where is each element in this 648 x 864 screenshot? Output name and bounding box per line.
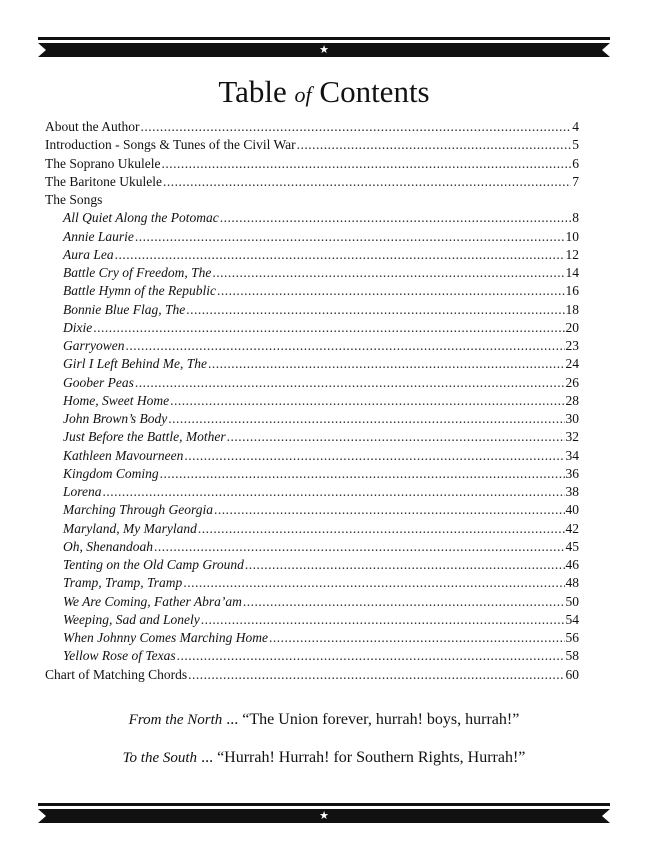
song-title: Maryland, My Maryland: [63, 520, 197, 536]
song-title: Yellow Rose of Texas: [63, 648, 176, 664]
song-title: Weeping, Sad and Lonely: [63, 611, 200, 627]
song-page: 42: [565, 520, 579, 536]
song-title: Battle Hymn of the Republic: [63, 283, 216, 299]
song-page: 34: [565, 447, 579, 463]
song-title: Just Before the Battle, Mother: [63, 429, 226, 445]
song-entry[interactable]: [45, 410, 579, 428]
song-page: 46: [565, 557, 579, 572]
song-page: 20: [565, 319, 579, 335]
dot-leader: [243, 593, 565, 611]
song-title: Aura Lea: [63, 246, 114, 262]
song-page: 48: [565, 575, 579, 591]
song-title: Kathleen Mavourneen: [63, 447, 184, 463]
top-banner: [38, 37, 610, 57]
south-quote-lead: To the South: [122, 750, 198, 766]
toc-entry[interactable]: [45, 118, 579, 136]
dot-leader: [214, 501, 565, 519]
dot-leader: [154, 538, 565, 556]
song-title: Tramp, Tramp, Tramp: [63, 575, 183, 591]
song-entry[interactable]: [45, 556, 579, 574]
dot-leader: [160, 465, 565, 483]
song-entry[interactable]: [45, 538, 579, 556]
song-page: 8: [572, 210, 579, 226]
dot-leader: [217, 282, 565, 300]
south-quote: [0, 749, 648, 767]
song-title: Bonnie Blue Flag, The: [63, 301, 186, 317]
dot-leader: [212, 264, 564, 282]
entry-page: 7: [572, 173, 579, 189]
song-entry[interactable]: [45, 246, 579, 264]
page-title: [0, 72, 648, 115]
song-page: 18: [565, 301, 579, 317]
song-title: Home, Sweet Home: [63, 392, 170, 408]
song-page: 30: [565, 411, 579, 426]
entry-title: Introduction - Songs & Tunes of the Civil War: [45, 137, 296, 153]
song-entry[interactable]: [45, 392, 579, 410]
dot-leader: [168, 410, 564, 428]
star-icon: ★: [319, 43, 329, 56]
banner-stripe: [38, 37, 610, 40]
song-page: 38: [565, 484, 579, 499]
entry-page: 6: [572, 155, 579, 171]
song-title: Battle Cry of Freedom, The: [63, 265, 212, 280]
bottom-banner: [38, 803, 610, 823]
song-page: 10: [565, 228, 579, 244]
song-page: 58: [565, 648, 579, 664]
dot-leader: [208, 355, 565, 373]
south-quote-text: ... “Hurrah! Hurrah! for Southern Rights, Hurrah!”: [197, 749, 526, 766]
title-of: of: [294, 82, 312, 107]
song-entry[interactable]: [45, 428, 579, 446]
entry-title: Chart of Matching Chords: [45, 666, 188, 682]
dot-leader: [227, 428, 565, 446]
dot-leader: [103, 483, 565, 501]
song-title: Oh, Shenandoah: [63, 538, 153, 554]
song-title: Goober Peas: [63, 374, 134, 390]
dot-leader: [177, 647, 565, 665]
song-entry[interactable]: [45, 611, 579, 629]
dot-leader: [245, 556, 565, 574]
songs-heading: [45, 191, 579, 209]
song-page: 36: [565, 465, 579, 481]
song-entry[interactable]: [45, 629, 579, 647]
dot-leader: [198, 520, 565, 538]
song-entry[interactable]: [45, 209, 579, 227]
dot-leader: [170, 392, 564, 410]
song-title: Annie Laurie: [63, 228, 134, 244]
dot-leader: [161, 155, 571, 173]
song-entry[interactable]: [45, 264, 579, 282]
song-title: Kingdom Coming: [63, 465, 159, 481]
song-page: 45: [565, 538, 579, 554]
title-main: Table: [218, 74, 287, 109]
song-page: 28: [565, 392, 579, 408]
song-entry[interactable]: [45, 465, 579, 483]
dot-leader: [126, 337, 565, 355]
song-entry[interactable]: [45, 355, 579, 373]
song-page: 54: [565, 611, 579, 627]
song-page: 50: [565, 593, 579, 609]
dot-leader: [201, 611, 565, 629]
dot-leader: [220, 209, 572, 227]
dot-leader: [188, 666, 564, 684]
song-page: 32: [565, 429, 579, 445]
song-page: 26: [565, 374, 579, 390]
song-entry[interactable]: [45, 447, 579, 465]
song-page: 24: [565, 356, 579, 372]
dot-leader: [184, 447, 564, 465]
dot-leader: [297, 136, 572, 154]
song-entry[interactable]: [45, 228, 579, 246]
song-title: All Quiet Along the Potomac: [63, 210, 219, 226]
song-page: 12: [565, 246, 579, 262]
north-quote-text: ... “The Union forever, hurrah! boys, hurrah!”: [222, 711, 520, 728]
star-icon: ★: [319, 809, 329, 822]
song-title: When Johnny Comes Marching Home: [63, 630, 268, 645]
song-page: 14: [565, 265, 579, 280]
song-title: Lorena: [63, 484, 102, 499]
north-quote: [0, 711, 648, 729]
song-title: John Brown’s Body: [63, 411, 168, 426]
song-page: 56: [565, 630, 579, 645]
toc-entry[interactable]: [45, 173, 579, 191]
entry-title: The Baritone Ukulele: [45, 173, 162, 189]
songs-heading-label: The Songs: [45, 192, 103, 207]
dot-leader: [93, 319, 564, 337]
toc-entry[interactable]: [45, 155, 579, 173]
table-of-contents: [45, 118, 579, 684]
song-title: Marching Through Georgia: [63, 502, 213, 518]
song-title: Garryowen: [63, 338, 125, 353]
entry-title: About the Author: [45, 119, 140, 134]
dot-leader: [141, 118, 572, 136]
dot-leader: [269, 629, 565, 647]
banner-stripe: [38, 803, 610, 806]
song-page: 23: [565, 338, 579, 353]
song-title: We Are Coming, Father Abra’am: [63, 593, 242, 609]
dot-leader: [135, 228, 565, 246]
song-page: 40: [565, 502, 579, 518]
dot-leader: [183, 574, 564, 592]
song-entry[interactable]: [45, 647, 579, 665]
song-page: 16: [565, 283, 579, 299]
dot-leader: [163, 173, 571, 191]
song-entry[interactable]: [45, 319, 579, 337]
song-entry[interactable]: [45, 374, 579, 392]
song-entry[interactable]: [45, 337, 579, 355]
song-entry[interactable]: [45, 501, 579, 519]
song-title: Girl I Left Behind Me, The: [63, 356, 207, 372]
entry-title: The Soprano Ukulele: [45, 155, 161, 171]
entry-page: 4: [572, 119, 579, 134]
north-quote-lead: From the North: [128, 712, 223, 728]
entry-page: 60: [565, 666, 579, 682]
song-entry[interactable]: [45, 520, 579, 538]
song-entry[interactable]: [45, 282, 579, 300]
song-entry[interactable]: [45, 301, 579, 319]
entry-page: 5: [572, 137, 579, 153]
dot-leader: [115, 246, 565, 264]
toc-entry[interactable]: [45, 136, 579, 154]
song-entry[interactable]: [45, 574, 579, 592]
song-entry[interactable]: [45, 483, 579, 501]
title-end: Contents: [319, 74, 430, 109]
song-title: Tenting on the Old Camp Ground: [63, 557, 244, 572]
dot-leader: [186, 301, 564, 319]
song-entry[interactable]: [45, 593, 579, 611]
toc-entry[interactable]: [45, 666, 579, 684]
song-title: Dixie: [63, 319, 93, 335]
dot-leader: [135, 374, 565, 392]
